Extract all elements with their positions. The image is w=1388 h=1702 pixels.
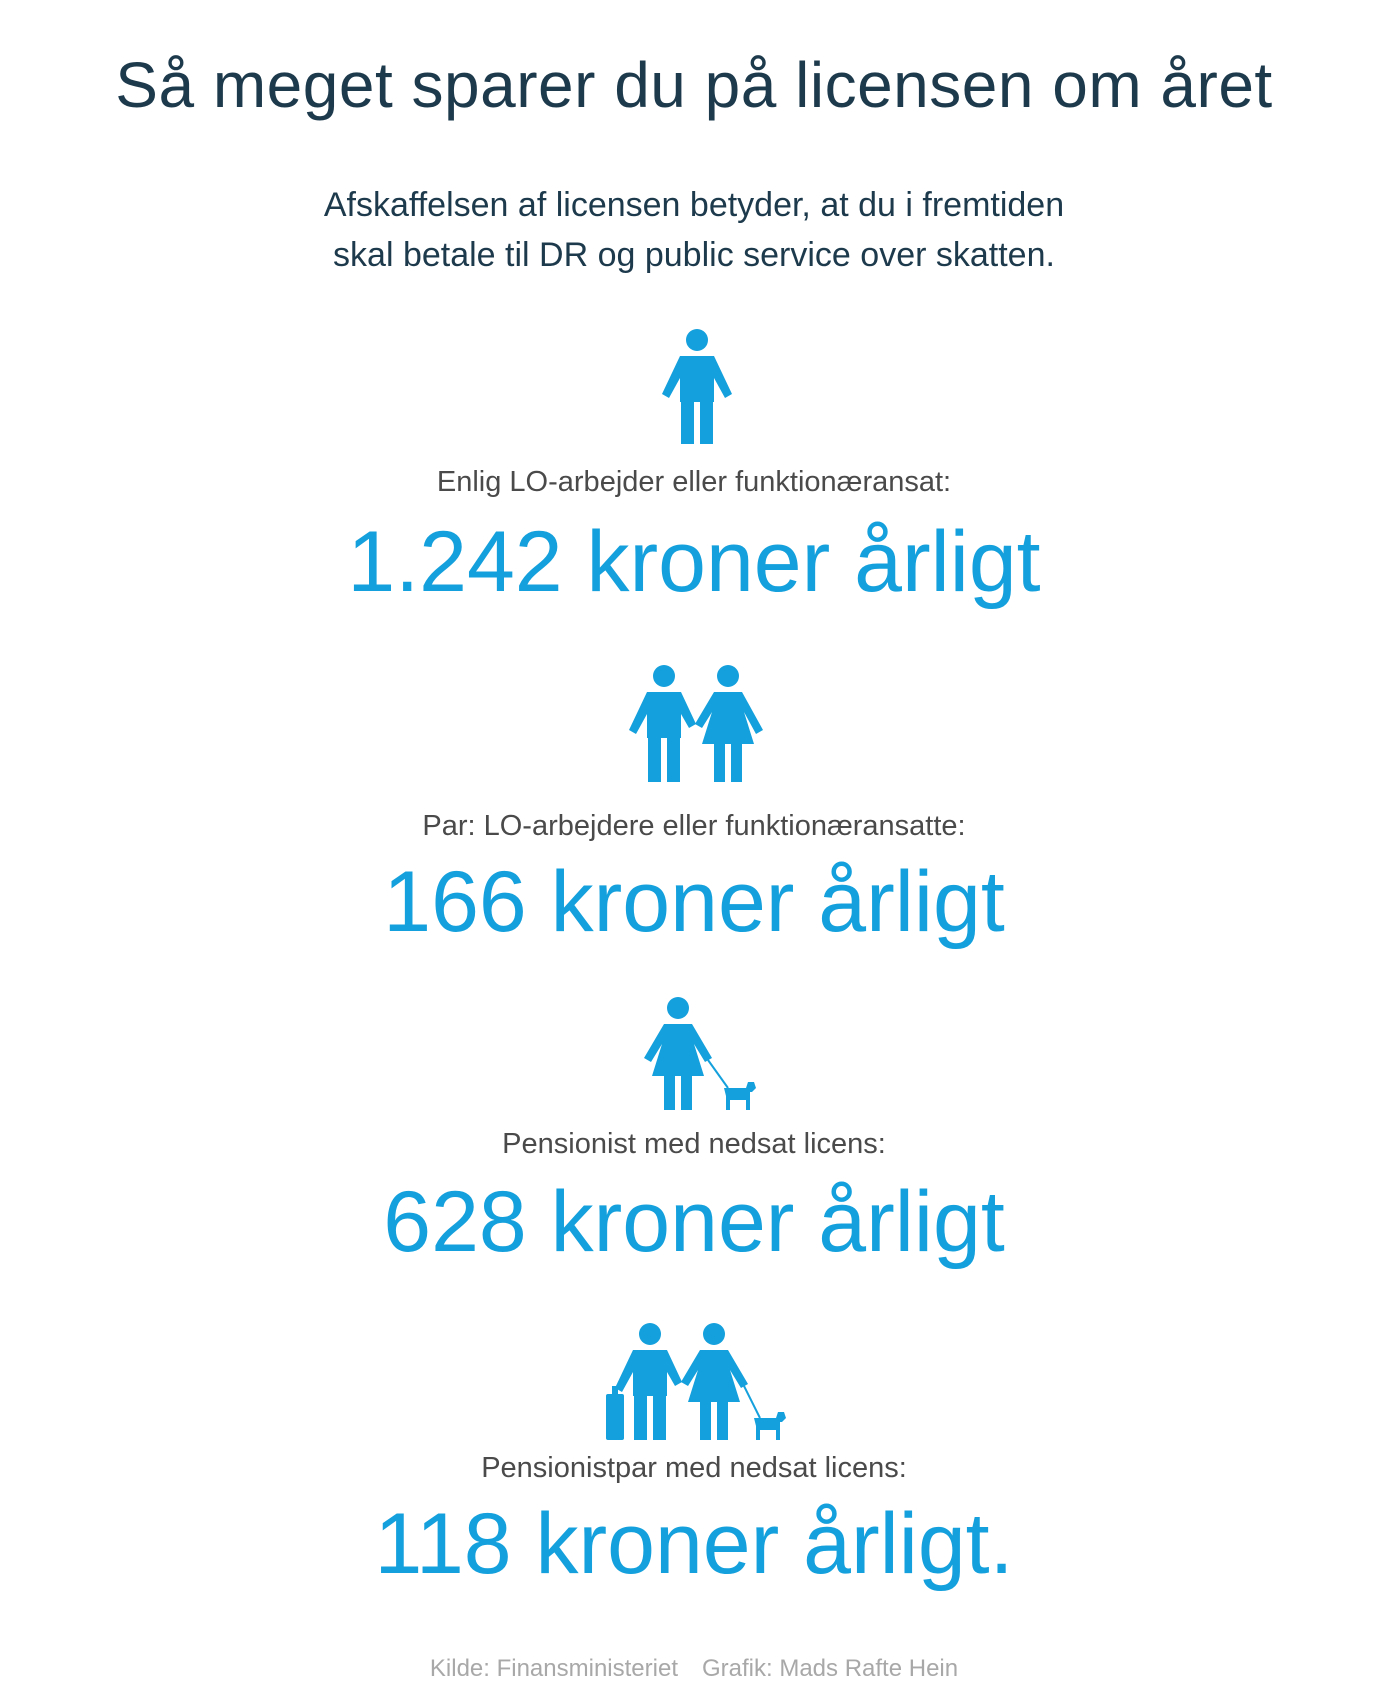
- group-label-couple: Par: LO-arbejdere eller funktionæransatte:: [422, 810, 966, 842]
- footer: [0, 1652, 1388, 1686]
- group-label-single: Enlig LO-arbejder eller funktionæransat:: [436, 466, 952, 498]
- group-amount-single: 1.242 kroner årligt: [347, 514, 1041, 610]
- couple-icon: [626, 664, 766, 782]
- group-amount-couple: 166 kroner årligt: [383, 854, 1005, 950]
- graphic-credit: Grafik: Mads Rafte Hein: [702, 1655, 959, 1682]
- subtitle: [0, 180, 1388, 280]
- group-label-pensioner-couple: Pensionistpar med nedsat licens:: [481, 1452, 907, 1484]
- group-label-pensioner: Pensionist med nedsat licens:: [502, 1128, 886, 1160]
- single-person-icon: [660, 328, 734, 444]
- pensioner-couple-icon: [604, 1322, 788, 1440]
- group-amount-pensioner-couple: 118 kroner årligt.: [374, 1496, 1014, 1592]
- page-title: Så meget sparer du på licensen om året: [115, 49, 1273, 121]
- subtitle-line-2: skal betale til DR og public service over skatten.: [333, 236, 1055, 274]
- group-amount-pensioner: 628 kroner årligt: [383, 1174, 1005, 1270]
- pensioner-with-dog-icon: [638, 996, 758, 1110]
- source-credit: Kilde: Finansministeriet: [429, 1655, 678, 1682]
- subtitle-line-1: Afskaffelsen af licensen betyder, at du i fremtiden: [323, 186, 1065, 224]
